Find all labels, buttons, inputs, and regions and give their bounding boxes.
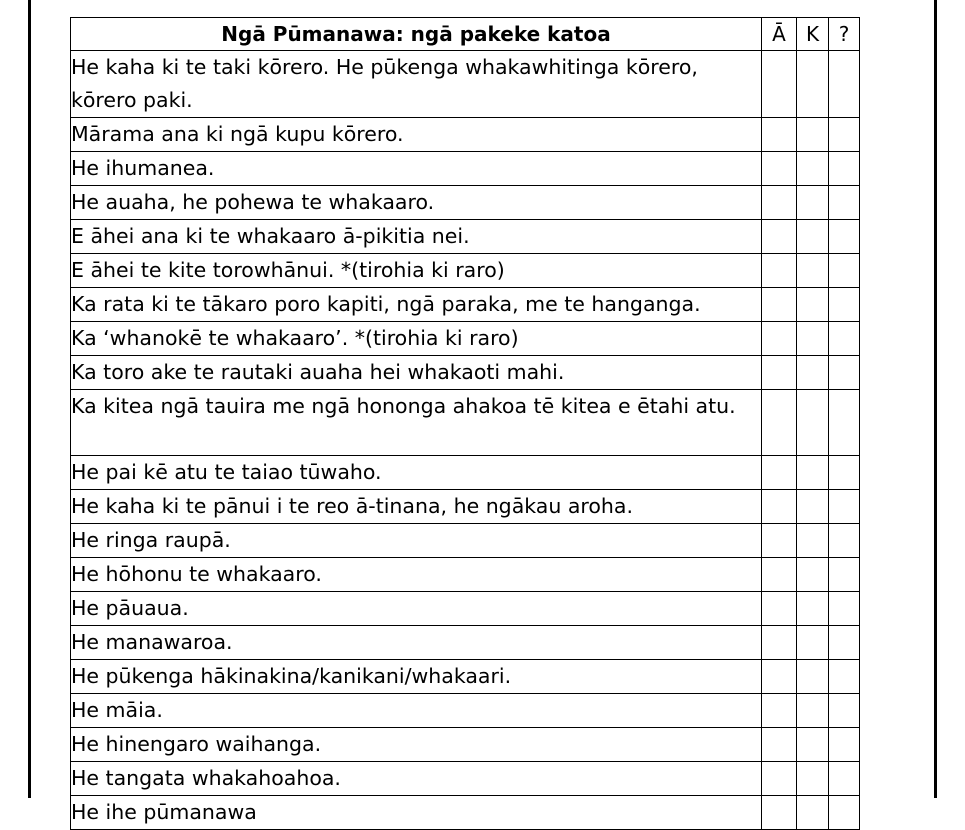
table-row [71,694,860,728]
check-cell-a[interactable] [762,390,797,456]
check-cell-question[interactable] [829,762,860,796]
table-row [71,118,860,152]
check-cell-question[interactable] [829,254,860,288]
column-question-header: ? [829,18,860,51]
table-row [71,524,860,558]
skill-text: E āhei ana ki te whakaaro ā-pikitia nei. [71,220,762,254]
table-row [71,592,860,626]
skill-text: Mārama ana ki ngā kupu kōrero. [71,118,762,152]
check-cell-k[interactable] [797,796,829,830]
skill-text: E āhei te kite torowhānui. *(tirohia ki raro) [71,254,762,288]
check-cell-question[interactable] [829,660,860,694]
table-row [71,220,860,254]
check-cell-question[interactable] [829,322,860,356]
check-cell-a[interactable] [762,728,797,762]
check-cell-question[interactable] [829,592,860,626]
check-cell-k[interactable] [797,456,829,490]
check-cell-a[interactable] [762,796,797,830]
check-cell-question[interactable] [829,186,860,220]
check-cell-k[interactable] [797,322,829,356]
check-cell-a[interactable] [762,254,797,288]
check-cell-question[interactable] [829,694,860,728]
skill-text: He ihe pūmanawa [71,796,762,830]
check-cell-a[interactable] [762,288,797,322]
table-row [71,51,860,118]
check-cell-k[interactable] [797,592,829,626]
check-cell-a[interactable] [762,558,797,592]
table-row [71,288,860,322]
check-cell-question[interactable] [829,390,860,456]
check-cell-question[interactable] [829,356,860,390]
table-row [71,456,860,490]
table-row [71,728,860,762]
check-cell-question[interactable] [829,152,860,186]
check-cell-question[interactable] [829,490,860,524]
table-row [71,660,860,694]
page-border-right [934,0,937,798]
skill-text: He hōhonu te whakaaro. [71,558,762,592]
check-cell-a[interactable] [762,762,797,796]
skill-text: Ka toro ake te rautaki auaha hei whakaoti mahi. [71,356,762,390]
check-cell-a[interactable] [762,322,797,356]
check-cell-a[interactable] [762,356,797,390]
check-cell-k[interactable] [797,356,829,390]
column-a-header: Ā [762,18,797,51]
table-row [71,322,860,356]
table-row [71,186,860,220]
check-cell-question[interactable] [829,220,860,254]
check-cell-a[interactable] [762,186,797,220]
check-cell-k[interactable] [797,288,829,322]
check-cell-k[interactable] [797,118,829,152]
table-row [71,558,860,592]
check-cell-a[interactable] [762,660,797,694]
table-row [71,626,860,660]
skill-text: Ka kitea ngā tauira me ngā hononga ahakoa tē kitea e ētahi atu. [71,390,762,456]
check-cell-k[interactable] [797,152,829,186]
table-row [71,254,860,288]
skill-text: He ringa raupā. [71,524,762,558]
skill-text: Ka ‘whanokē te whakaaro’. *(tirohia ki raro) [71,322,762,356]
check-cell-k[interactable] [797,186,829,220]
check-cell-question[interactable] [829,524,860,558]
table-header-row [71,18,860,51]
check-cell-a[interactable] [762,118,797,152]
skill-text: He manawaroa. [71,626,762,660]
check-cell-question[interactable] [829,796,860,830]
skill-text: Ka rata ki te tākaro poro kapiti, ngā paraka, me te hanganga. [71,288,762,322]
check-cell-question[interactable] [829,288,860,322]
check-cell-k[interactable] [797,728,829,762]
skill-text: He hinengaro waihanga. [71,728,762,762]
check-cell-question[interactable] [829,51,860,118]
check-cell-question[interactable] [829,456,860,490]
table-row [71,356,860,390]
check-cell-k[interactable] [797,490,829,524]
check-cell-question[interactable] [829,626,860,660]
check-cell-k[interactable] [797,694,829,728]
skill-text: He pāuaua. [71,592,762,626]
check-cell-a[interactable] [762,490,797,524]
check-cell-a[interactable] [762,592,797,626]
check-cell-k[interactable] [797,660,829,694]
skill-text: He māia. [71,694,762,728]
skill-text: He auaha, he pohewa te whakaaro. [71,186,762,220]
check-cell-k[interactable] [797,220,829,254]
check-cell-a[interactable] [762,220,797,254]
table-row [71,796,860,830]
check-cell-a[interactable] [762,524,797,558]
check-cell-a[interactable] [762,152,797,186]
page-border-left [28,0,31,798]
skills-checklist-table [70,17,860,830]
column-k-header: K [797,18,829,51]
check-cell-question[interactable] [829,728,860,762]
check-cell-k[interactable] [797,524,829,558]
table-title: Ngā Pūmanawa: ngā pakeke katoa [71,18,762,51]
check-cell-question[interactable] [829,118,860,152]
check-cell-k[interactable] [797,558,829,592]
check-cell-k[interactable] [797,390,829,456]
check-cell-k[interactable] [797,762,829,796]
skill-text: He kaha ki te pānui i te reo ā-tinana, he ngākau aroha. [71,490,762,524]
check-cell-a[interactable] [762,626,797,660]
check-cell-k[interactable] [797,254,829,288]
table-row [71,490,860,524]
check-cell-a[interactable] [762,51,797,118]
check-cell-k[interactable] [797,626,829,660]
check-cell-a[interactable] [762,694,797,728]
check-cell-a[interactable] [762,456,797,490]
table-row [71,152,860,186]
skill-text: He tangata whakahoahoa. [71,762,762,796]
check-cell-question[interactable] [829,558,860,592]
table-row [71,762,860,796]
check-cell-k[interactable] [797,51,829,118]
skill-text: He kaha ki te taki kōrero. He pūkenga whakawhitinga kōrero, kōrero paki. [71,51,762,118]
table-row [71,390,860,456]
skill-text: He pai kē atu te taiao tūwaho. [71,456,762,490]
skill-text: He ihumanea. [71,152,762,186]
skill-text: He pūkenga hākinakina/kanikani/whakaari. [71,660,762,694]
